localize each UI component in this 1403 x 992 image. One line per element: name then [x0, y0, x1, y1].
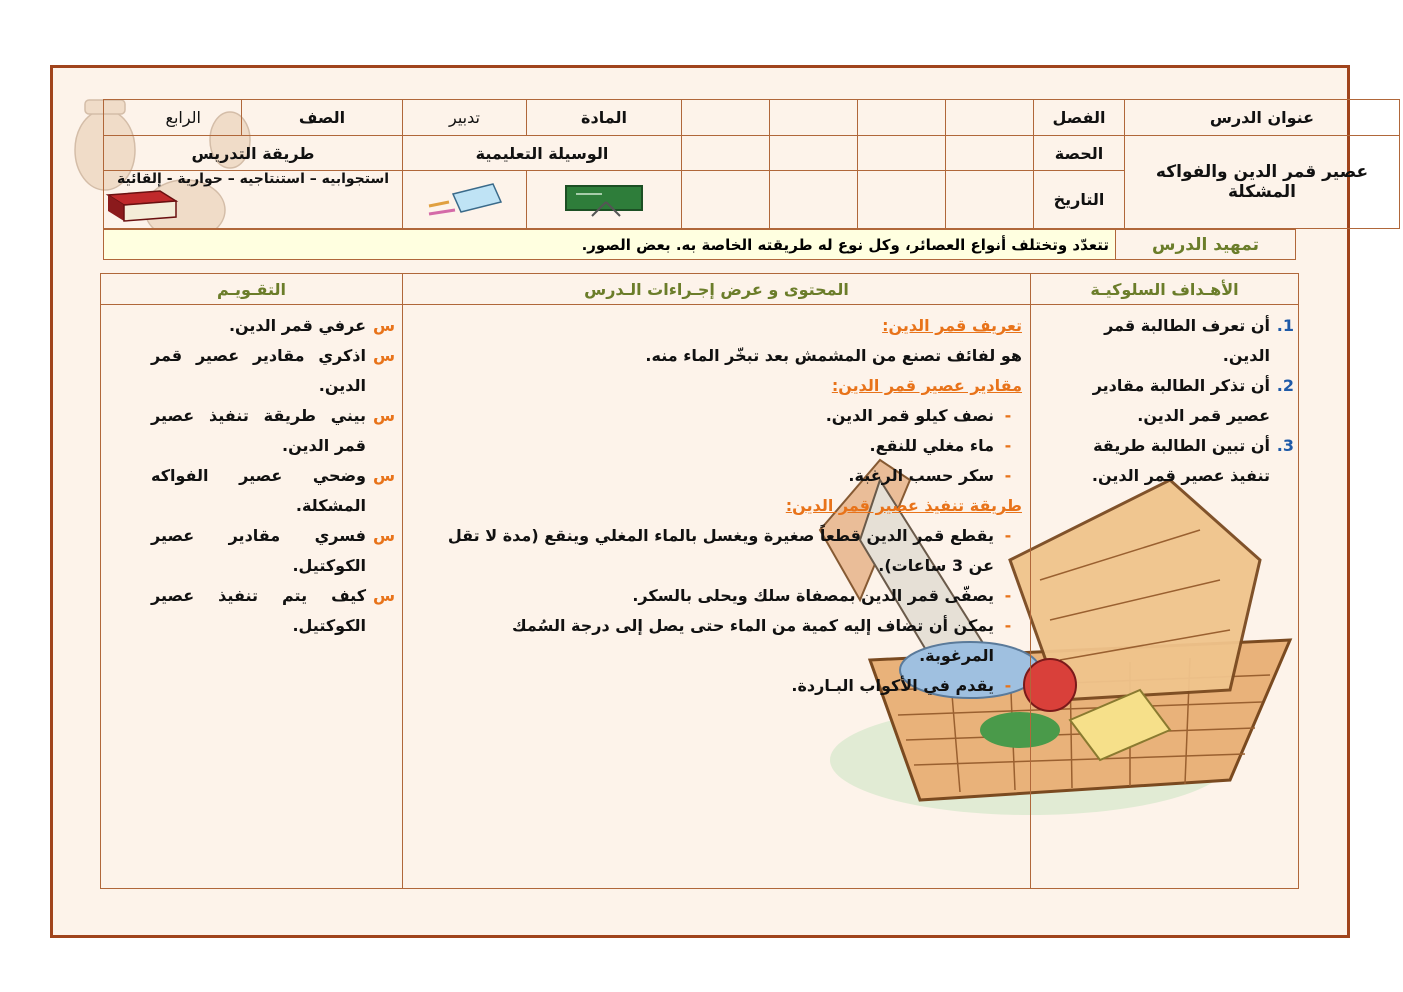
subject-value: تدبير: [403, 100, 527, 136]
goal-item: 2. أن تذكر الطالبة مقادير عصير قمر الدين.: [1092, 376, 1294, 425]
teaching-method-label: طريقة التدريس: [104, 136, 403, 171]
evaluation-header: التقـويـم: [101, 274, 403, 305]
intro-label: تمهيد الدرس: [1116, 230, 1296, 260]
definition-heading: تعريف قمر الدين:: [882, 316, 1022, 335]
lesson-intro: [103, 229, 1296, 260]
content-header: المحتوى و عرض إجـراءات الـدرس: [403, 274, 1031, 305]
goal-item: 3. أن تبين الطالبة طريقة تنفيذ عصير قمر الدين.: [1091, 436, 1294, 485]
step-item: - يمكن أن تضاف إليه كمية من الماء حتى يصل إلى درجة السُمك المرغوبة.: [512, 616, 1012, 665]
subject-label: المادة: [527, 100, 682, 136]
definition-text: هو لفائف تصنع من المشمش بعد تبخّر الماء منه.: [645, 346, 1022, 365]
step-item: - يصفّى قمر الدين بمصفاة سلك ويحلى بالسكر.: [632, 586, 1012, 605]
content-column: [403, 305, 1031, 889]
goals-column: [1031, 305, 1299, 889]
goal-item: 1. أن تعرف الطالبة قمر الدين.: [1104, 316, 1294, 365]
question-item: س وضحي عصير الفواكه المشكلة.: [151, 466, 396, 515]
evaluation-column: [101, 305, 403, 889]
ingredient-item: - نصف كيلو قمر الدين.: [825, 406, 1012, 425]
teaching-aids-label: الوسيلة التعليمية: [403, 136, 682, 171]
grade-label: الصف: [242, 100, 403, 136]
chalkboard-icon: [562, 182, 646, 218]
question-item: س عرفي قمر الدين.: [228, 316, 396, 335]
grade-value: الرابع: [104, 100, 242, 136]
question-item: س بيني طريقة تنفيذ عصير قمر الدين.: [151, 406, 396, 455]
aid-chalkboard: [527, 171, 682, 229]
question-item: س كيف يتم تنفيذ عصير الكوكتيل.: [151, 586, 396, 635]
lesson-main-table: [100, 273, 1299, 889]
eraser-pencil-icon: [423, 180, 507, 220]
chapter-label: الفصل: [1034, 100, 1125, 136]
teaching-method-value: استجوابيه – استنتاجيه – حوارية - إلقائية: [104, 171, 403, 229]
book-icon: [104, 187, 181, 227]
step-item: - يقدم في الأكواب البـاردة.: [791, 676, 1012, 695]
question-item: س فسري مقادير عصير الكوكتيل.: [151, 526, 396, 575]
aid-eraser: [403, 171, 527, 229]
steps-heading: طريقة تنفيذ عصير قمر الدين:: [785, 496, 1022, 515]
question-item: س اذكري مقادير عصير قمر الدين.: [151, 346, 396, 395]
period-label: الحصة: [1034, 136, 1125, 171]
ingredient-item: - سكر حسب الرغبة.: [848, 466, 1012, 485]
goals-header: الأهـداف السلوكيـة: [1031, 274, 1299, 305]
lesson-header-table: [103, 99, 1400, 229]
ingredient-item: - ماء مغلي للنقع.: [869, 436, 1012, 455]
step-item: - يقطع قمر الدين قطعاً صغيرة ويغسل بالماء المغلي وينقع (مدة لا تقل عن 3 ساعات).: [447, 526, 1012, 575]
date-label: التاريخ: [1034, 171, 1125, 229]
intro-text: تتعدّد وتختلف أنواع العصائر، وكل نوع له طريقته الخاصة به. بعض الصور.: [104, 230, 1116, 260]
lesson-title: عصير قمر الدين والفواكه المشكلة: [1125, 136, 1400, 229]
ingredients-heading: مقادير عصير قمر الدين:: [831, 376, 1022, 395]
lesson-title-label: عنوان الدرس: [1125, 100, 1400, 136]
